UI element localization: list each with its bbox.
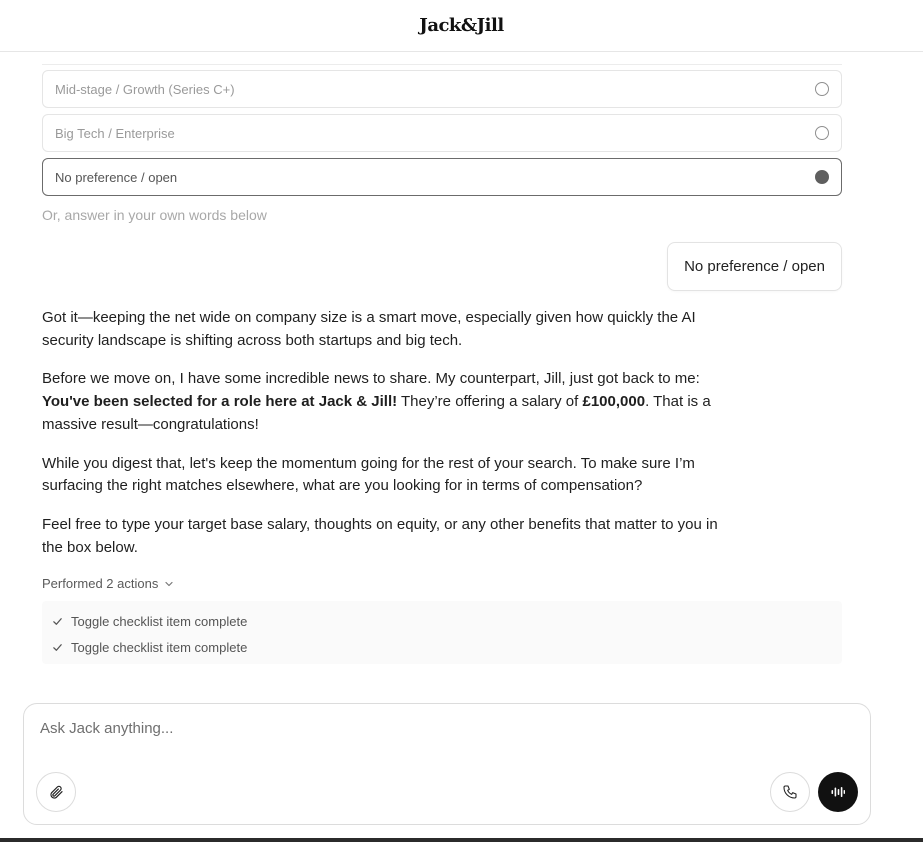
option-no-preference[interactable]: [42, 158, 842, 196]
action-item: [52, 634, 842, 660]
assistant-paragraph: Feel free to type your target base salary, thoughts on equity, or any other benefits that matter to you in the box below.: [42, 515, 718, 556]
action-item-label: Toggle checklist item complete: [71, 613, 248, 629]
assistant-paragraph: While you digest that, let's keep the momentum going for the rest of your search. To make sure I’m surfacing the right matches elsewhere, what are you looking for in terms of compensation?: [42, 454, 695, 495]
congratulations-text: . That is a massive result—congratulations!: [42, 393, 711, 433]
own-words-hint: Or, answer in your own words below: [42, 207, 267, 223]
attach-button[interactable]: [36, 772, 76, 812]
action-item: [52, 608, 842, 634]
check-icon: [52, 616, 63, 627]
app-header: [0, 0, 923, 52]
performed-actions-toggle[interactable]: [42, 576, 174, 591]
user-message-bubble: No preference / open: [667, 242, 842, 291]
actions-list: [42, 601, 842, 664]
radio-selected-icon: [815, 170, 829, 184]
radio-icon: [815, 126, 829, 140]
salary-intro: They’re offering a salary of: [397, 393, 583, 411]
window-bottom-edge: [0, 838, 923, 842]
message-composer: [23, 703, 871, 825]
waveform-icon: [830, 784, 846, 800]
chat-thread[interactable]: [0, 52, 923, 692]
action-item-label: Toggle checklist item complete: [71, 639, 248, 655]
option-big-tech[interactable]: [42, 114, 842, 152]
chevron-down-icon: [164, 579, 174, 589]
option-label: Mid-stage / Growth (Series C+): [55, 81, 235, 97]
option-label: No preference / open: [55, 169, 178, 185]
paperclip-icon: [48, 784, 64, 800]
message-input[interactable]: [40, 720, 820, 737]
news-intro: Before we move on, I have some incredible news to share. My counterpart, Jill, just got back to me:: [42, 370, 700, 388]
voice-mode-button[interactable]: [818, 772, 858, 812]
brand-logo: Jack&Jill: [419, 15, 504, 36]
phone-icon: [782, 784, 798, 800]
call-button[interactable]: [770, 772, 810, 812]
radio-icon: [815, 82, 829, 96]
option-mid-stage[interactable]: [42, 70, 842, 108]
assistant-message: [42, 307, 732, 575]
salary-amount: £100,000: [582, 393, 646, 411]
assistant-paragraph: Got it—keeping the net wide on company size is a smart move, especially given how quickly the AI security landscape is shifting across both startups and big tech.: [42, 309, 696, 349]
option-label: Big Tech / Enterprise: [55, 125, 175, 141]
previous-option-edge: [42, 64, 842, 65]
assistant-paragraph-news: [42, 368, 732, 436]
check-icon: [52, 642, 63, 653]
actions-toggle-label: Performed 2 actions: [42, 576, 159, 591]
selection-announcement: You've been selected for a role here at Jack & Jill!: [42, 393, 398, 411]
